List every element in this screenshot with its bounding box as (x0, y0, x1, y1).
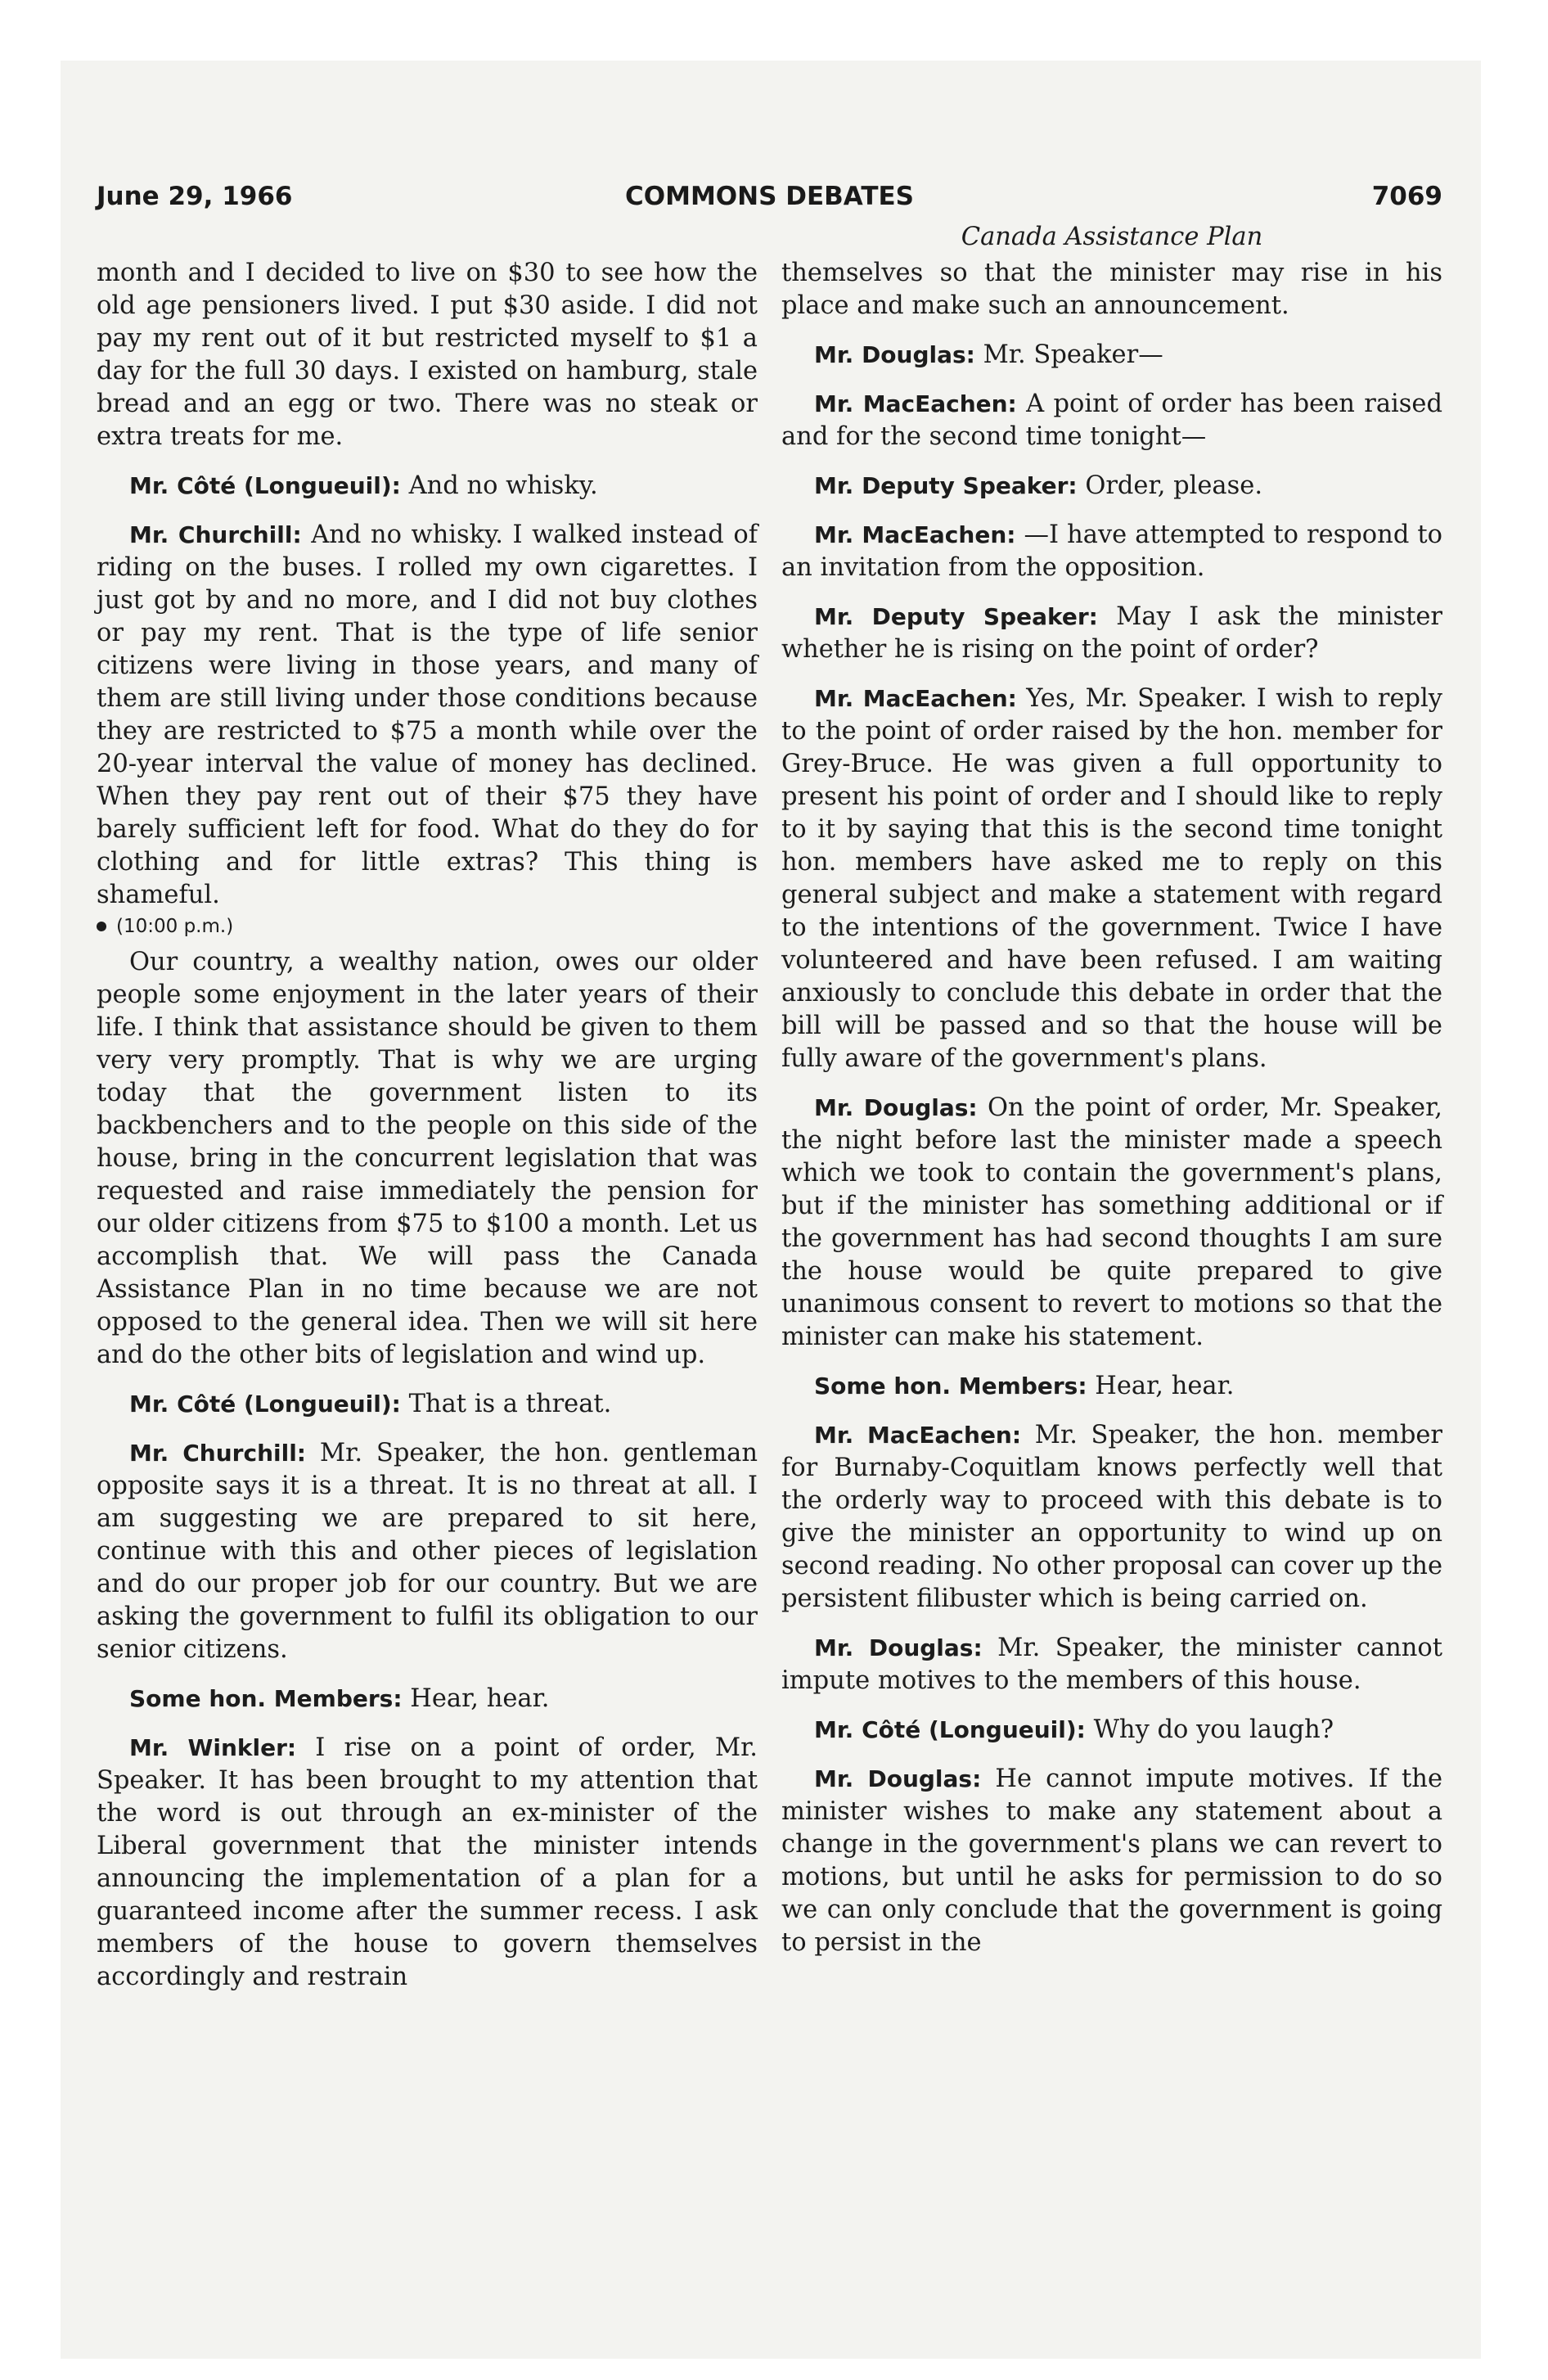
speech (781, 339, 1442, 372)
speech (97, 519, 758, 912)
speaker: Mr. Winkler: (129, 1734, 297, 1761)
speech (781, 1763, 1442, 1959)
speaker: Some hon. Members: (129, 1685, 403, 1712)
bullet-icon (97, 922, 106, 931)
speech (781, 1714, 1442, 1747)
speech-text: Mr. Speaker, the hon. member for Burnaby-Coquitlam knows perfectly well that the orderly way to proceed with this debate is to give the minister an opportunity to wind up on second reading. No other proposal can cover up the persistent filibuster which is being carried on. (781, 1421, 1442, 1613)
speech (97, 1732, 758, 1994)
speech-text: That is a threat. (408, 1390, 612, 1418)
speech (781, 519, 1442, 584)
speech-text: I rise on a point of order, Mr. Speaker. It has been brought to my attention that the word is out through an ex-minister of the Liberal government that the minister intends announcing the implementation of a plan for a guaranteed income after the summer recess. I ask members of the house to govern themselves accordingly and restrain (97, 1733, 758, 1991)
header-date: June 29, 1966 (97, 182, 293, 211)
speech (781, 1092, 1442, 1354)
speech-text: —I have attempted to respond to an invitation from the opposition. (781, 521, 1443, 582)
speech (781, 388, 1442, 453)
speech-text: May I ask the minister whether he is rising on the point of order? (781, 602, 1442, 664)
paragraph: month and I decided to live on $30 to see how the old age pensioners lived. I put $30 aside. I did not pay my rent out of it but restricted myself to $1 a day for the full 30 days. I existed on hamburg, stale bread and an egg or two. There was no steak or extra treats for me. (97, 259, 758, 451)
speech-text: Why do you laugh? (1093, 1715, 1334, 1744)
speech (97, 470, 758, 503)
speech (781, 683, 1442, 1075)
speech (97, 1437, 758, 1666)
speech-text: And no whisky. I walked instead of riding on the buses. I rolled my own cigarettes. I just got by and no more, and I did not buy clothes or pay my rent. That is the type of life senior citizens were living in those years, and many of them are still living under those conditions because they are restricted to $75 a month while over the 20-year interval the value of money has declined. When they pay rent out of their $75 they have barely sufficient left for food. What do they do for clothing and for little extras? This thing is shameful. (97, 521, 758, 909)
speech (781, 1419, 1442, 1616)
speaker: Mr. Côté (Longueuil): (129, 1391, 401, 1418)
speaker: Mr. MacEachen: (814, 521, 1016, 548)
speaker: Mr. Churchill: (129, 1440, 306, 1467)
speech-text: Hear, hear. (1095, 1372, 1235, 1400)
speech-text: A point of order has been raised and for the second time tonight— (781, 390, 1442, 451)
speaker: Mr. Douglas: (814, 1094, 978, 1121)
speaker: Mr. Douglas: (814, 1634, 983, 1661)
speaker: Mr. Côté (Longueuil): (814, 1716, 1086, 1743)
left-column (97, 257, 758, 2010)
section-subtitle: Canada Assistance Plan (961, 223, 1263, 251)
speaker: Mr. Deputy Speaker: (814, 472, 1078, 499)
speech (781, 1370, 1442, 1403)
speech (781, 470, 1442, 503)
speech-text: On the point of order, Mr. Speaker, the night before last the minister made a speech which we took to contain the government's plans, but if the minister has something additional or if the government has had second thoughts I am sure the house would be quite prepared to give unanimous consent to revert to motions so that the minister can make his statement. (781, 1093, 1442, 1351)
paragraph: themselves so that the minister may rise in his place and make such an announcement. (781, 259, 1442, 320)
speaker: Mr. Douglas: (814, 341, 975, 368)
timestamp (97, 912, 758, 941)
paragraph: Our country, a wealthy nation, owes our older people some enjoyment in the later years of their life. I think that assistance should be given to them very very promptly. That is why we are urging today that the government listen to its backbenchers and to the people on this side of the house, bring in the concurrent legislation that was requested and raise immediately the pension for our older citizens from $75 to $100 a month. Let us accomplish that. We will pass the Canada Assistance Plan in no time because we are not opposed to the general idea. Then we will sit here and do the other bits of legislation and wind up. (97, 948, 758, 1369)
page-number: 7069 (1371, 182, 1442, 211)
header-title: COMMONS DEBATES (625, 182, 914, 211)
page-header (97, 182, 1442, 221)
speech-text: Mr. Speaker, the minister cannot impute motives to the members of this house. (781, 1634, 1442, 1695)
speaker: Mr. MacEachen: (814, 685, 1017, 712)
speaker: Mr. Churchill: (129, 521, 302, 548)
speaker: Mr. Deputy Speaker: (814, 603, 1098, 630)
speaker: Mr. Côté (Longueuil): (129, 472, 401, 499)
speaker: Mr. MacEachen: (814, 390, 1017, 417)
speech-text: And no whisky. (408, 471, 598, 500)
speaker: Some hon. Members: (814, 1373, 1087, 1400)
timestamp-text: (10:00 p.m.) (116, 916, 234, 937)
speech (97, 1388, 758, 1421)
speech (97, 1683, 758, 1715)
speech-text: Order, please. (1085, 471, 1263, 500)
speaker: Mr. Douglas: (814, 1765, 982, 1792)
right-column (781, 218, 1442, 1976)
speech-text: Mr. Speaker— (983, 340, 1163, 369)
speech-text: Yes, Mr. Speaker. I wish to reply to the point of order raised by the hon. member for Grey-Bruce. He was given a full opportunity to present his point of order and I should like to reply to it by saying that this is the second time tonight hon. members have asked me to reply on this general subject and make a statement with regard to the intentions of the government. Twice I have volunteered and have been refused. I am waiting anxiously to conclude this debate in order that the bill will be passed and so that the house will be fully aware of the government's plans. (781, 684, 1442, 1073)
speech-text: Hear, hear. (410, 1684, 550, 1713)
speech-text: He cannot impute motives. If the minister wishes to make any statement about a change in the government's plans we can revert to motions, but until he asks for permission to do so we can only conclude that the government is going to persist in the (781, 1765, 1443, 1957)
speaker: Mr. MacEachen: (814, 1422, 1022, 1449)
speech (781, 601, 1442, 666)
speech-text: Mr. Speaker, the hon. gentleman opposite says it is a threat. It is no threat at all. I am suggesting we are prepared to sit here, continue with this and other pieces of legislation and do our proper job for our country. But we are asking the government to fulfil its obligation to our senior citizens. (97, 1439, 758, 1664)
speech (781, 1632, 1442, 1697)
